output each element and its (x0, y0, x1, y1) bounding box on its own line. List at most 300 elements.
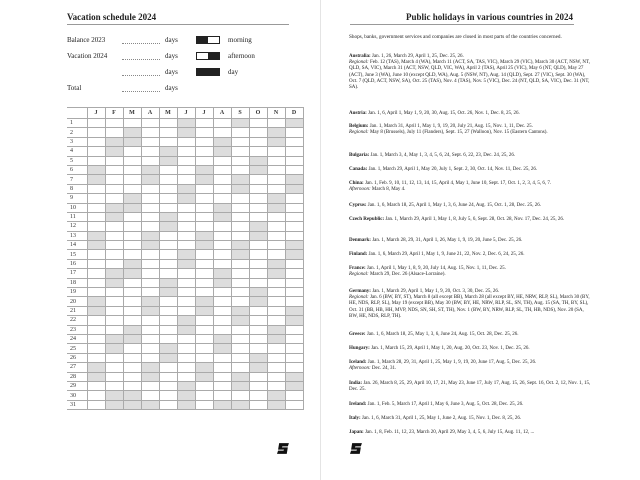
day-cell[interactable] (159, 128, 177, 137)
day-cell[interactable] (123, 391, 141, 400)
day-cell[interactable] (231, 381, 249, 390)
day-cell[interactable] (195, 381, 213, 390)
day-cell[interactable] (285, 325, 303, 334)
day-cell[interactable] (87, 278, 105, 287)
day-cell[interactable] (159, 288, 177, 297)
day-cell[interactable] (141, 147, 159, 156)
day-cell[interactable] (87, 316, 105, 325)
day-cell[interactable] (267, 353, 285, 362)
day-cell[interactable] (285, 194, 303, 203)
day-cell[interactable] (285, 297, 303, 306)
day-cell[interactable] (267, 269, 285, 278)
day-cell[interactable] (87, 297, 105, 306)
day-cell[interactable] (285, 353, 303, 362)
day-cell[interactable] (249, 231, 267, 240)
day-cell[interactable] (249, 372, 267, 381)
day-cell[interactable] (213, 231, 231, 240)
day-cell[interactable] (123, 381, 141, 390)
day-cell[interactable] (177, 297, 195, 306)
day-cell[interactable] (141, 269, 159, 278)
day-cell[interactable] (231, 231, 249, 240)
day-cell[interactable] (177, 156, 195, 165)
day-cell[interactable] (87, 165, 105, 174)
day-cell[interactable] (105, 353, 123, 362)
day-cell[interactable] (195, 194, 213, 203)
day-cell[interactable] (177, 334, 195, 343)
day-cell[interactable] (177, 288, 195, 297)
day-cell[interactable] (105, 194, 123, 203)
day-cell[interactable] (159, 147, 177, 156)
day-cell[interactable] (231, 128, 249, 137)
day-cell[interactable] (87, 391, 105, 400)
extra-days-field[interactable] (122, 75, 160, 76)
day-cell[interactable] (249, 147, 267, 156)
day-cell[interactable] (177, 372, 195, 381)
day-cell[interactable] (123, 165, 141, 174)
day-cell[interactable] (177, 269, 195, 278)
day-cell[interactable] (285, 363, 303, 372)
day-cell[interactable] (105, 128, 123, 137)
day-cell[interactable] (231, 353, 249, 362)
day-cell[interactable] (159, 184, 177, 193)
day-cell[interactable] (123, 269, 141, 278)
day-cell[interactable] (159, 194, 177, 203)
day-cell[interactable] (213, 363, 231, 372)
day-cell[interactable] (249, 325, 267, 334)
day-cell[interactable] (195, 297, 213, 306)
day-cell[interactable] (267, 363, 285, 372)
day-cell[interactable] (213, 278, 231, 287)
day-cell[interactable] (159, 119, 177, 128)
day-cell[interactable] (177, 128, 195, 137)
day-cell[interactable] (195, 269, 213, 278)
day-cell[interactable] (267, 316, 285, 325)
day-cell[interactable] (231, 269, 249, 278)
day-cell[interactable] (87, 325, 105, 334)
day-cell[interactable] (141, 156, 159, 165)
day-cell[interactable] (285, 241, 303, 250)
day-cell[interactable] (267, 212, 285, 221)
day-cell[interactable] (195, 363, 213, 372)
day-cell[interactable] (123, 297, 141, 306)
day-cell[interactable] (87, 231, 105, 240)
balance-days-field[interactable] (122, 43, 160, 44)
day-cell[interactable] (123, 147, 141, 156)
day-cell[interactable] (231, 203, 249, 212)
day-cell[interactable] (249, 184, 267, 193)
day-cell[interactable] (105, 391, 123, 400)
day-cell[interactable] (159, 137, 177, 146)
day-cell[interactable] (87, 306, 105, 315)
day-cell[interactable] (195, 203, 213, 212)
day-cell[interactable] (87, 241, 105, 250)
day-cell[interactable] (123, 184, 141, 193)
day-cell[interactable] (195, 156, 213, 165)
day-cell[interactable] (159, 175, 177, 184)
day-cell[interactable] (213, 306, 231, 315)
day-cell[interactable] (87, 372, 105, 381)
day-cell[interactable] (141, 119, 159, 128)
day-cell[interactable] (213, 344, 231, 353)
day-cell[interactable] (249, 137, 267, 146)
day-cell[interactable] (159, 400, 177, 409)
day-cell[interactable] (159, 363, 177, 372)
day-cell[interactable] (105, 288, 123, 297)
day-cell[interactable] (159, 278, 177, 287)
day-cell[interactable] (141, 241, 159, 250)
day-cell[interactable] (285, 184, 303, 193)
day-cell[interactable] (249, 269, 267, 278)
day-cell[interactable] (231, 156, 249, 165)
day-cell[interactable] (267, 400, 285, 409)
day-cell[interactable] (213, 241, 231, 250)
day-cell[interactable] (231, 278, 249, 287)
day-cell[interactable] (249, 400, 267, 409)
day-cell[interactable] (87, 269, 105, 278)
day-cell[interactable] (123, 222, 141, 231)
day-cell[interactable] (141, 344, 159, 353)
day-cell[interactable] (285, 137, 303, 146)
day-cell[interactable] (141, 137, 159, 146)
day-cell[interactable] (285, 278, 303, 287)
day-cell[interactable] (177, 259, 195, 268)
day-cell[interactable] (267, 344, 285, 353)
day-cell[interactable] (105, 316, 123, 325)
day-cell[interactable] (249, 241, 267, 250)
day-cell[interactable] (177, 165, 195, 174)
day-cell[interactable] (141, 184, 159, 193)
day-cell[interactable] (213, 175, 231, 184)
day-cell[interactable] (141, 353, 159, 362)
day-cell[interactable] (87, 156, 105, 165)
day-cell[interactable] (231, 250, 249, 259)
day-cell[interactable] (213, 259, 231, 268)
day-cell[interactable] (123, 175, 141, 184)
day-cell[interactable] (159, 259, 177, 268)
day-cell[interactable] (123, 259, 141, 268)
day-cell[interactable] (267, 325, 285, 334)
day-cell[interactable] (267, 297, 285, 306)
day-cell[interactable] (105, 203, 123, 212)
day-cell[interactable] (123, 400, 141, 409)
day-cell[interactable] (177, 184, 195, 193)
day-cell[interactable] (267, 222, 285, 231)
day-cell[interactable] (123, 316, 141, 325)
day-cell[interactable] (105, 137, 123, 146)
day-cell[interactable] (141, 278, 159, 287)
day-cell[interactable] (87, 363, 105, 372)
day-cell[interactable] (177, 344, 195, 353)
day-cell[interactable] (213, 381, 231, 390)
day-cell[interactable] (231, 119, 249, 128)
day-cell[interactable] (285, 269, 303, 278)
day-cell[interactable] (249, 278, 267, 287)
day-cell[interactable] (87, 175, 105, 184)
day-cell[interactable] (285, 316, 303, 325)
day-cell[interactable] (285, 212, 303, 221)
day-cell[interactable] (249, 156, 267, 165)
day-cell[interactable] (267, 288, 285, 297)
day-cell[interactable] (231, 288, 249, 297)
day-cell[interactable] (123, 278, 141, 287)
day-cell[interactable] (105, 259, 123, 268)
day-cell[interactable] (267, 184, 285, 193)
day-cell[interactable] (267, 194, 285, 203)
day-cell[interactable] (87, 259, 105, 268)
day-cell[interactable] (249, 363, 267, 372)
day-cell[interactable] (177, 363, 195, 372)
day-cell[interactable] (231, 165, 249, 174)
day-cell[interactable] (285, 128, 303, 137)
day-cell[interactable] (195, 128, 213, 137)
day-cell[interactable] (159, 165, 177, 174)
day-cell[interactable] (285, 288, 303, 297)
day-cell[interactable] (123, 325, 141, 334)
day-cell[interactable] (195, 175, 213, 184)
day-cell[interactable] (267, 306, 285, 315)
day-cell[interactable] (87, 288, 105, 297)
day-cell[interactable] (231, 391, 249, 400)
day-cell[interactable] (213, 128, 231, 137)
day-cell[interactable] (231, 344, 249, 353)
day-cell[interactable] (141, 297, 159, 306)
day-cell[interactable] (249, 391, 267, 400)
day-cell[interactable] (195, 353, 213, 362)
day-cell[interactable] (87, 381, 105, 390)
day-cell[interactable] (213, 269, 231, 278)
day-cell[interactable] (249, 306, 267, 315)
day-cell[interactable] (267, 165, 285, 174)
day-cell[interactable] (249, 119, 267, 128)
day-cell[interactable] (231, 297, 249, 306)
day-cell[interactable] (105, 325, 123, 334)
day-cell[interactable] (87, 194, 105, 203)
day-cell[interactable] (249, 194, 267, 203)
day-cell[interactable] (267, 231, 285, 240)
day-cell[interactable] (123, 363, 141, 372)
day-cell[interactable] (123, 137, 141, 146)
day-cell[interactable] (105, 400, 123, 409)
day-cell[interactable] (231, 137, 249, 146)
vacation-days-field[interactable] (122, 59, 160, 60)
day-cell[interactable] (249, 353, 267, 362)
day-cell[interactable] (213, 372, 231, 381)
day-cell[interactable] (195, 278, 213, 287)
day-cell[interactable] (177, 137, 195, 146)
day-cell[interactable] (159, 297, 177, 306)
day-cell[interactable] (123, 241, 141, 250)
day-cell[interactable] (141, 363, 159, 372)
day-cell[interactable] (213, 203, 231, 212)
day-cell[interactable] (213, 288, 231, 297)
day-cell[interactable] (177, 222, 195, 231)
day-cell[interactable] (159, 231, 177, 240)
day-cell[interactable] (213, 212, 231, 221)
day-cell[interactable] (105, 165, 123, 174)
day-cell[interactable] (285, 175, 303, 184)
day-cell[interactable] (285, 231, 303, 240)
day-cell[interactable] (105, 278, 123, 287)
day-cell[interactable] (195, 184, 213, 193)
day-cell[interactable] (231, 147, 249, 156)
day-cell[interactable] (213, 316, 231, 325)
day-cell[interactable] (87, 128, 105, 137)
day-cell[interactable] (249, 175, 267, 184)
day-cell[interactable] (195, 344, 213, 353)
day-cell[interactable] (159, 372, 177, 381)
day-cell[interactable] (87, 119, 105, 128)
day-cell[interactable] (267, 250, 285, 259)
day-cell[interactable] (267, 259, 285, 268)
day-cell[interactable] (285, 391, 303, 400)
day-cell[interactable] (249, 297, 267, 306)
day-cell[interactable] (195, 316, 213, 325)
day-cell[interactable] (249, 128, 267, 137)
day-cell[interactable] (267, 381, 285, 390)
day-cell[interactable] (87, 334, 105, 343)
day-cell[interactable] (267, 334, 285, 343)
day-cell[interactable] (141, 288, 159, 297)
day-cell[interactable] (195, 391, 213, 400)
day-cell[interactable] (249, 212, 267, 221)
day-cell[interactable] (141, 203, 159, 212)
day-cell[interactable] (213, 194, 231, 203)
day-cell[interactable] (177, 194, 195, 203)
day-cell[interactable] (285, 250, 303, 259)
day-cell[interactable] (177, 353, 195, 362)
day-cell[interactable] (105, 306, 123, 315)
day-cell[interactable] (177, 306, 195, 315)
day-cell[interactable] (285, 381, 303, 390)
day-cell[interactable] (159, 241, 177, 250)
day-cell[interactable] (123, 372, 141, 381)
day-cell[interactable] (141, 391, 159, 400)
day-cell[interactable] (195, 325, 213, 334)
day-cell[interactable] (195, 222, 213, 231)
day-cell[interactable] (249, 222, 267, 231)
day-cell[interactable] (123, 119, 141, 128)
day-cell[interactable] (231, 241, 249, 250)
day-cell[interactable] (141, 306, 159, 315)
day-cell[interactable] (249, 344, 267, 353)
day-cell[interactable] (87, 250, 105, 259)
day-cell[interactable] (105, 372, 123, 381)
day-cell[interactable] (141, 222, 159, 231)
day-cell[interactable] (123, 212, 141, 221)
day-cell[interactable] (195, 259, 213, 268)
day-cell[interactable] (285, 156, 303, 165)
day-cell[interactable] (177, 147, 195, 156)
day-cell[interactable] (141, 381, 159, 390)
day-cell[interactable] (87, 212, 105, 221)
day-cell[interactable] (177, 250, 195, 259)
day-cell[interactable] (141, 165, 159, 174)
day-cell[interactable] (231, 316, 249, 325)
day-cell[interactable] (249, 259, 267, 268)
day-cell[interactable] (123, 353, 141, 362)
day-cell[interactable] (267, 156, 285, 165)
day-cell[interactable] (195, 250, 213, 259)
day-cell[interactable] (159, 156, 177, 165)
day-cell[interactable] (159, 325, 177, 334)
day-cell[interactable] (87, 147, 105, 156)
day-cell[interactable] (105, 381, 123, 390)
day-cell[interactable] (141, 259, 159, 268)
day-cell[interactable] (195, 288, 213, 297)
day-cell[interactable] (105, 119, 123, 128)
day-cell[interactable] (267, 203, 285, 212)
day-cell[interactable] (159, 381, 177, 390)
day-cell[interactable] (159, 316, 177, 325)
day-cell[interactable] (159, 391, 177, 400)
day-cell[interactable] (231, 194, 249, 203)
day-cell[interactable] (141, 334, 159, 343)
day-cell[interactable] (141, 175, 159, 184)
day-cell[interactable] (249, 334, 267, 343)
day-cell[interactable] (231, 222, 249, 231)
day-cell[interactable] (267, 278, 285, 287)
day-cell[interactable] (141, 316, 159, 325)
day-cell[interactable] (267, 241, 285, 250)
day-cell[interactable] (285, 259, 303, 268)
day-cell[interactable] (249, 316, 267, 325)
day-cell[interactable] (159, 306, 177, 315)
day-cell[interactable] (87, 344, 105, 353)
day-cell[interactable] (123, 288, 141, 297)
day-cell[interactable] (177, 278, 195, 287)
day-cell[interactable] (249, 381, 267, 390)
day-cell[interactable] (105, 241, 123, 250)
day-cell[interactable] (177, 325, 195, 334)
day-cell[interactable] (123, 203, 141, 212)
day-cell[interactable] (231, 306, 249, 315)
day-cell[interactable] (195, 306, 213, 315)
day-cell[interactable] (87, 203, 105, 212)
day-cell[interactable] (105, 156, 123, 165)
day-cell[interactable] (195, 400, 213, 409)
day-cell[interactable] (87, 184, 105, 193)
day-cell[interactable] (231, 325, 249, 334)
day-cell[interactable] (177, 175, 195, 184)
day-cell[interactable] (177, 212, 195, 221)
day-cell[interactable] (159, 212, 177, 221)
day-cell[interactable] (231, 363, 249, 372)
day-cell[interactable] (87, 222, 105, 231)
day-cell[interactable] (285, 372, 303, 381)
day-cell[interactable] (195, 212, 213, 221)
day-cell[interactable] (285, 344, 303, 353)
day-cell[interactable] (231, 372, 249, 381)
day-cell[interactable] (141, 128, 159, 137)
day-cell[interactable] (213, 147, 231, 156)
day-cell[interactable] (159, 353, 177, 362)
day-cell[interactable] (105, 212, 123, 221)
day-cell[interactable] (249, 250, 267, 259)
day-cell[interactable] (249, 203, 267, 212)
day-cell[interactable] (231, 175, 249, 184)
day-cell[interactable] (159, 269, 177, 278)
day-cell[interactable] (105, 147, 123, 156)
day-cell[interactable] (87, 353, 105, 362)
day-cell[interactable] (105, 297, 123, 306)
day-cell[interactable] (285, 165, 303, 174)
day-cell[interactable] (195, 241, 213, 250)
day-cell[interactable] (267, 119, 285, 128)
day-cell[interactable] (159, 203, 177, 212)
day-cell[interactable] (285, 306, 303, 315)
day-cell[interactable] (105, 344, 123, 353)
day-cell[interactable] (195, 147, 213, 156)
